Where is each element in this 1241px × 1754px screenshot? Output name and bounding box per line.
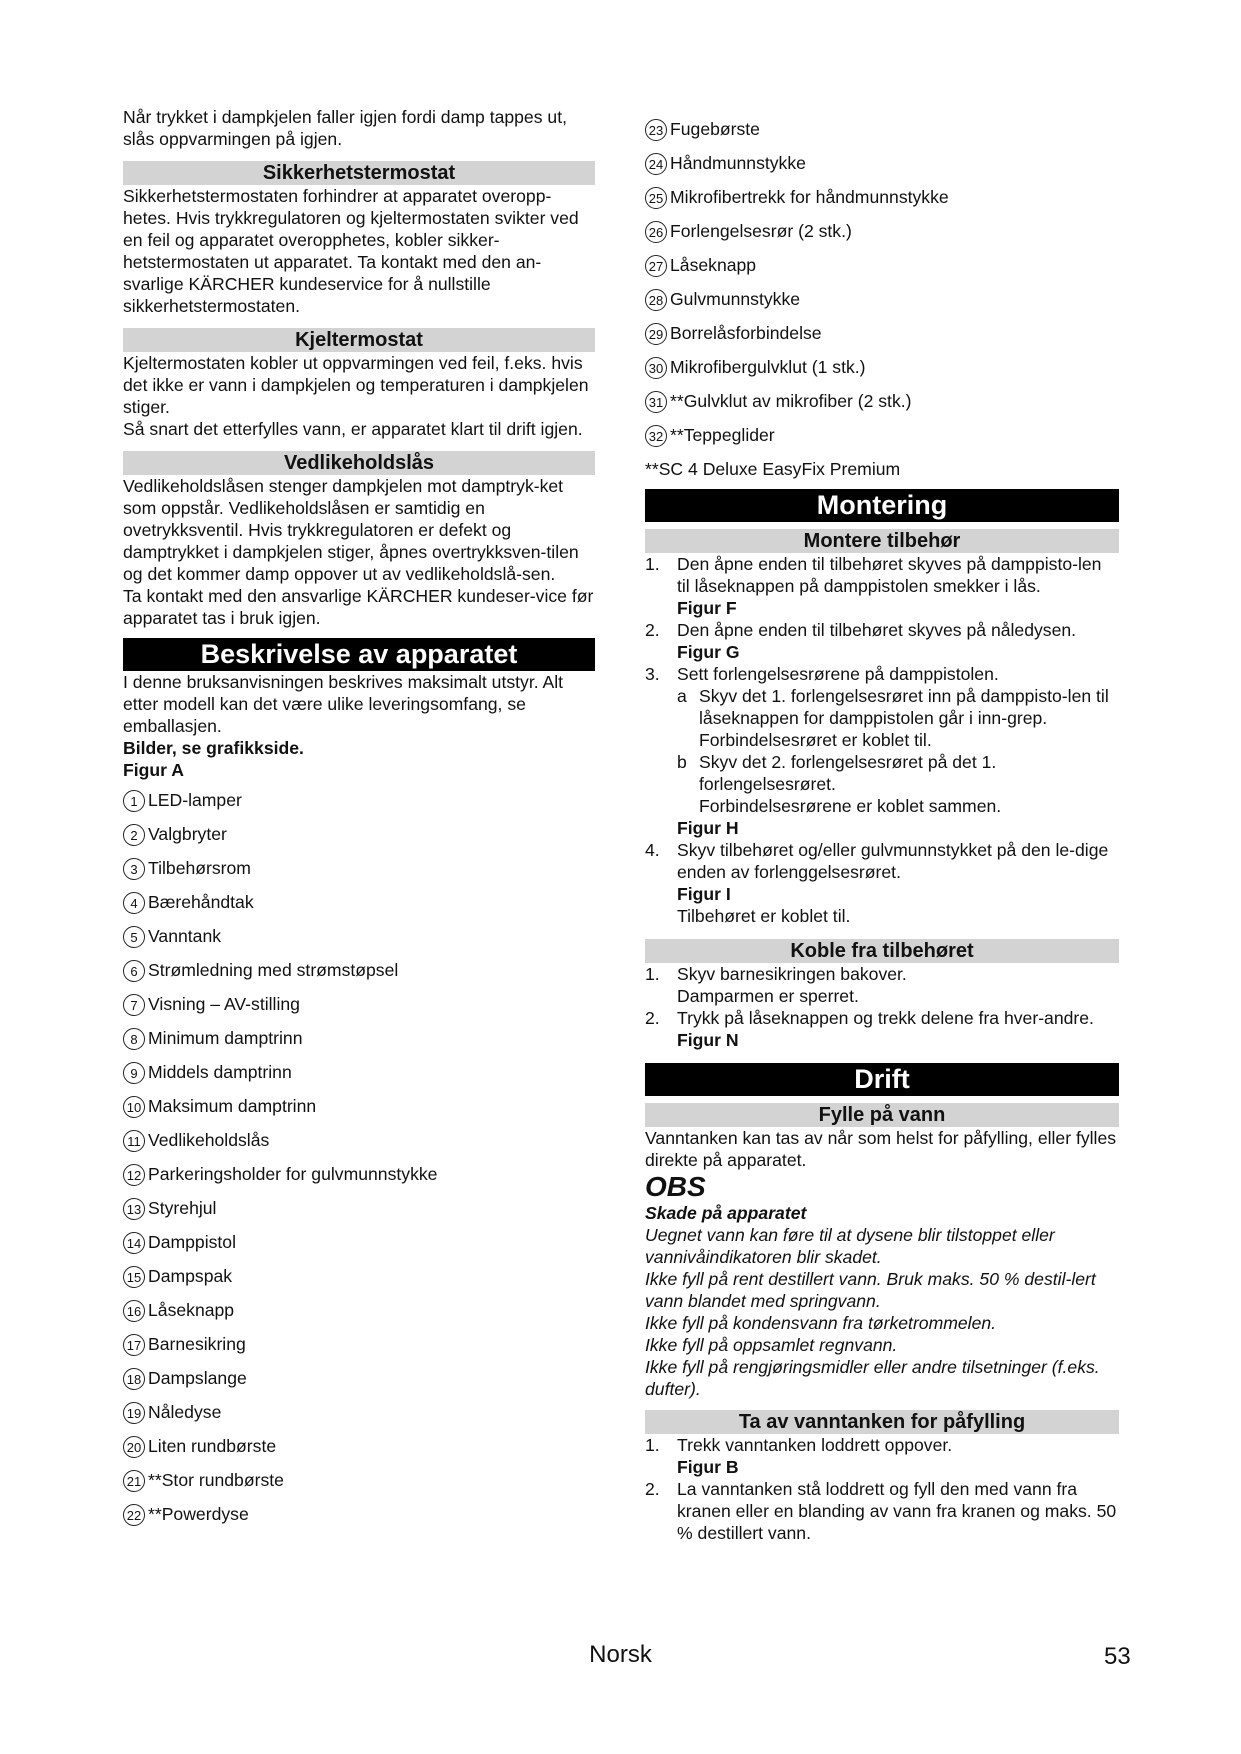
list-step <box>645 1007 1119 1029</box>
item-label: Gulvmunnstykke <box>670 289 801 309</box>
list-item <box>123 1299 595 1333</box>
bold-note: Bilder, se grafikkside. <box>123 738 304 758</box>
number-circle: 28 <box>645 289 667 311</box>
list-item <box>645 186 1119 220</box>
item-label: Styrehjul <box>148 1198 217 1218</box>
list-item <box>123 1061 595 1095</box>
figure-ref: Figur H <box>677 818 739 838</box>
item-label: Vedlikeholdslås <box>148 1130 270 1150</box>
step-text: Sett forlengelsesrørene på damppistolen. <box>677 664 999 684</box>
figure-ref: Figur F <box>677 598 737 618</box>
number-circle: 13 <box>123 1198 145 1220</box>
number-circle: 8 <box>123 1028 145 1050</box>
number-circle: 18 <box>123 1368 145 1390</box>
number-circle: 10 <box>123 1096 145 1118</box>
list-item <box>123 1163 595 1197</box>
list-item <box>123 993 595 1027</box>
step-text: Trykk på låseknappen og trekk delene fra hver-andre. <box>677 1008 1094 1028</box>
item-label: LED-lamper <box>148 790 242 810</box>
number-circle: 30 <box>645 357 667 379</box>
item-label: Maksimum damptrinn <box>148 1096 317 1116</box>
result-text: Damparmen er sperret. <box>677 986 859 1006</box>
obs-text: Ikke fyll på rent destillert vann. Bruk maks. 50 % destil-lert vann blandet med springvann. <box>645 1269 1096 1311</box>
number-circle: 1 <box>123 790 145 812</box>
list-step <box>645 1434 1119 1456</box>
list-item <box>123 1333 595 1367</box>
item-label: Parkeringsholder for gulvmunnstykke <box>148 1164 438 1184</box>
right-column <box>645 118 1119 1544</box>
result-text: Forbindelsesrørene er koblet sammen. <box>699 796 1002 816</box>
sub-step <box>645 685 1119 729</box>
number-circle: 31 <box>645 391 667 413</box>
paragraph: Sikkerhetstermostaten forhindrer at apparatet overopp-hetes. Hvis trykkregulatoren og kjeltermostaten svikter ved en feil og apparatet overopphetes, kobler sikker-hetstermostaten ut apparatet. Ta kontakt med den an-svarlige KÄRCHER kundeservice for å nullstille sikkerhetstermostaten. <box>123 186 579 316</box>
sub-step-letter: a <box>677 686 687 706</box>
number-circle: 3 <box>123 858 145 880</box>
chapter-heading-drift: Drift <box>645 1063 1119 1096</box>
section-heading-koble-fra: Koble fra tilbehøret <box>645 939 1119 963</box>
figure-ref: Figur I <box>677 884 731 904</box>
section-heading-vedlikeholdslas: Vedlikeholdslås <box>123 451 595 475</box>
item-label: Fugebørste <box>670 119 760 139</box>
step-text: Trekk vanntanken loddrett oppover. <box>677 1435 953 1455</box>
number-circle: 17 <box>123 1334 145 1356</box>
list-item <box>123 925 595 959</box>
list-item <box>123 1503 595 1537</box>
step-number: 2. <box>645 1008 660 1028</box>
list-item <box>645 254 1119 288</box>
item-label: Mikrofibertrekk for håndmunnstykke <box>670 187 949 207</box>
item-label: Liten rundbørste <box>148 1436 277 1456</box>
item-label: Forlengelsesrør (2 stk.) <box>670 221 852 241</box>
item-label: Dampspak <box>148 1266 233 1286</box>
number-circle: 14 <box>123 1232 145 1254</box>
list-item <box>123 1129 595 1163</box>
item-label: Visning – AV-stilling <box>148 994 300 1014</box>
number-circle: 20 <box>123 1436 145 1458</box>
number-circle: 9 <box>123 1062 145 1084</box>
obs-subtitle: Skade på apparatet <box>645 1203 807 1223</box>
list-item <box>123 891 595 925</box>
sub-step-text: Skyv det 1. forlengelsesrøret inn på damppisto-len til låseknappen for damppistolen går i inn-grep. <box>699 686 1109 728</box>
list-item <box>123 1265 595 1299</box>
list-item <box>123 1197 595 1231</box>
step-text: Skyv tilbehøret og/eller gulvmunnstykket på den le-dige enden av forlenggelsesrøret. <box>677 840 1109 882</box>
list-item <box>123 1469 595 1503</box>
step-number: 1. <box>645 554 660 574</box>
number-circle: 26 <box>645 221 667 243</box>
section-heading-kjeltermostat: Kjeltermostat <box>123 328 595 352</box>
paragraph: Kjeltermostaten kobler ut oppvarmingen ved feil, f.eks. hvis det ikke er vann i dampkjelen og temperaturen i dampkjelen stiger. <box>123 353 589 417</box>
list-item <box>645 322 1119 356</box>
item-label: Mikrofibergulvklut (1 stk.) <box>670 357 866 377</box>
list-item <box>123 1027 595 1061</box>
item-label: Bærehåndtak <box>148 892 254 912</box>
sub-step-letter: b <box>677 752 687 772</box>
number-circle: 29 <box>645 323 667 345</box>
section-heading-montere-tilbehor: Montere tilbehør <box>645 529 1119 553</box>
paragraph: Vedlikeholdslåsen stenger dampkjelen mot damptryk-ket som oppstår. Vedlikeholdslåsen er samtidig en ovetrykksventil. Hvis trykkregulatoren er defekt og damptrykket i dampkjelen stiger, åpnes overtrykksven-tilen og det kommer damp oppover ut av vedlikeholdslå-sen. <box>123 476 579 584</box>
figure-ref: Figur A <box>123 760 184 780</box>
obs-text: Ikke fyll på rengjøringsmidler eller andre tilsetninger (f.eks. dufter). <box>645 1357 1100 1399</box>
number-circle: 23 <box>645 119 667 141</box>
intro-text: Når trykket i dampkjelen faller igjen fordi damp tappes ut, slås oppvarmingen på igjen. <box>123 107 567 149</box>
item-label: Strømledning med strømstøpsel <box>148 960 399 980</box>
list-step <box>645 663 1119 685</box>
obs-text: Ikke fyll på kondensvann fra tørketrommelen. <box>645 1313 997 1333</box>
item-label: Dampslange <box>148 1368 247 1388</box>
result-text: Tilbehøret er koblet til. <box>677 906 851 926</box>
component-list <box>123 789 595 1537</box>
list-item <box>645 356 1119 390</box>
figure-ref: Figur N <box>677 1030 739 1050</box>
number-circle: 11 <box>123 1130 145 1152</box>
item-label: Tilbehørsrom <box>148 858 251 878</box>
obs-title: OBS <box>645 1171 706 1202</box>
step-number: 4. <box>645 840 660 860</box>
list-item <box>645 220 1119 254</box>
paragraph: Ta kontakt med den ansvarlige KÄRCHER kundeser-vice før apparatet tas i bruk igjen. <box>123 586 594 628</box>
paragraph: I denne bruksanvisningen beskrives maksimalt utstyr. Alt etter modell kan det være ulike leveringsomfang, se emballasjen. <box>123 672 564 736</box>
list-step <box>645 553 1119 597</box>
item-label: **Powerdyse <box>148 1504 249 1524</box>
list-item <box>123 857 595 891</box>
list-step <box>645 619 1119 641</box>
list-step <box>645 1478 1119 1544</box>
number-circle: 27 <box>645 255 667 277</box>
number-circle: 25 <box>645 187 667 209</box>
number-circle: 5 <box>123 926 145 948</box>
item-label: Middels damptrinn <box>148 1062 292 1082</box>
paragraph: Så snart det etterfylles vann, er apparatet klart til drift igjen. <box>123 419 583 439</box>
item-label: Valgbryter <box>148 824 227 844</box>
step-number: 3. <box>645 664 660 684</box>
list-item <box>123 959 595 993</box>
obs-text: Ikke fyll på oppsamlet regnvann. <box>645 1335 898 1355</box>
item-label: Nåledyse <box>148 1402 222 1422</box>
item-label: Vanntank <box>148 926 222 946</box>
section-heading-sikkerhetstermostat: Sikkerhetstermostat <box>123 161 595 185</box>
item-label: **Gulvklut av mikrofiber (2 stk.) <box>670 391 912 411</box>
section-heading-fylle-pa-vann: Fylle på vann <box>645 1103 1119 1127</box>
number-circle: 19 <box>123 1402 145 1424</box>
step-text: La vanntanken stå loddrett og fyll den med vann fra kranen eller en blanding av vann fra kranen og maks. 50 % destillert vann. <box>677 1479 1117 1543</box>
component-list-continued <box>645 118 1119 458</box>
step-text: Den åpne enden til tilbehøret skyves på nåledysen. <box>677 620 1077 640</box>
item-label: Håndmunnstykke <box>670 153 806 173</box>
list-item <box>123 1367 595 1401</box>
item-label: **Teppeglider <box>670 425 775 445</box>
list-item <box>645 390 1119 424</box>
number-circle: 24 <box>645 153 667 175</box>
list-item <box>645 118 1119 152</box>
item-label: Borrelåsforbindelse <box>670 323 822 343</box>
step-text: Skyv barnesikringen bakover. <box>677 964 907 984</box>
item-label: Låseknapp <box>670 255 757 275</box>
number-circle: 7 <box>123 994 145 1016</box>
result-text: Forbindelsesrøret er koblet til. <box>699 730 932 750</box>
footer-language: Norsk <box>589 1641 652 1668</box>
number-circle: 32 <box>645 425 667 447</box>
chapter-heading-montering: Montering <box>645 489 1119 522</box>
number-circle: 15 <box>123 1266 145 1288</box>
list-item <box>123 1231 595 1265</box>
step-number: 1. <box>645 964 660 984</box>
list-item <box>123 1401 595 1435</box>
item-label: Damppistol <box>148 1232 237 1252</box>
list-item <box>645 424 1119 458</box>
section-heading-ta-av-vanntanken: Ta av vanntanken for påfylling <box>645 1410 1119 1434</box>
sub-step-text: Skyv det 2. forlengelsesrøret på det 1. forlengelsesrøret. <box>699 752 997 794</box>
obs-text: Uegnet vann kan føre til at dysene blir tilstoppet eller vannivåindikatoren blir skadet. <box>645 1225 1055 1267</box>
item-label: Låseknapp <box>148 1300 235 1320</box>
list-item <box>645 152 1119 186</box>
sub-step <box>645 751 1119 795</box>
page-number: 53 <box>1104 1643 1131 1670</box>
number-circle: 21 <box>123 1470 145 1492</box>
list-item <box>123 823 595 857</box>
left-column <box>123 106 595 1537</box>
number-circle: 6 <box>123 960 145 982</box>
number-circle: 16 <box>123 1300 145 1322</box>
list-item <box>123 1095 595 1129</box>
figure-ref: Figur G <box>677 642 740 662</box>
step-number: 2. <box>645 1479 660 1499</box>
chapter-heading-beskrivelse: Beskrivelse av apparatet <box>123 638 595 671</box>
list-step <box>645 963 1119 985</box>
step-number: 2. <box>645 620 660 640</box>
item-label: **Stor rundbørste <box>148 1470 284 1490</box>
number-circle: 2 <box>123 824 145 846</box>
step-text: Den åpne enden til tilbehøret skyves på damppisto-len til låseknappen på damppistolen smekker i lås. <box>677 554 1102 596</box>
footnote: **SC 4 Deluxe EasyFix Premium <box>645 459 901 479</box>
step-number: 1. <box>645 1435 660 1455</box>
paragraph: Vanntanken kan tas av når som helst for påfylling, eller fylles direkte på apparatet. <box>645 1128 1117 1170</box>
list-item <box>123 789 595 823</box>
number-circle: 12 <box>123 1164 145 1186</box>
item-label: Minimum damptrinn <box>148 1028 303 1048</box>
list-item <box>645 288 1119 322</box>
list-step <box>645 839 1119 883</box>
number-circle: 22 <box>123 1504 145 1526</box>
item-label: Barnesikring <box>148 1334 246 1354</box>
number-circle: 4 <box>123 892 145 914</box>
figure-ref: Figur B <box>677 1457 739 1477</box>
list-item <box>123 1435 595 1469</box>
